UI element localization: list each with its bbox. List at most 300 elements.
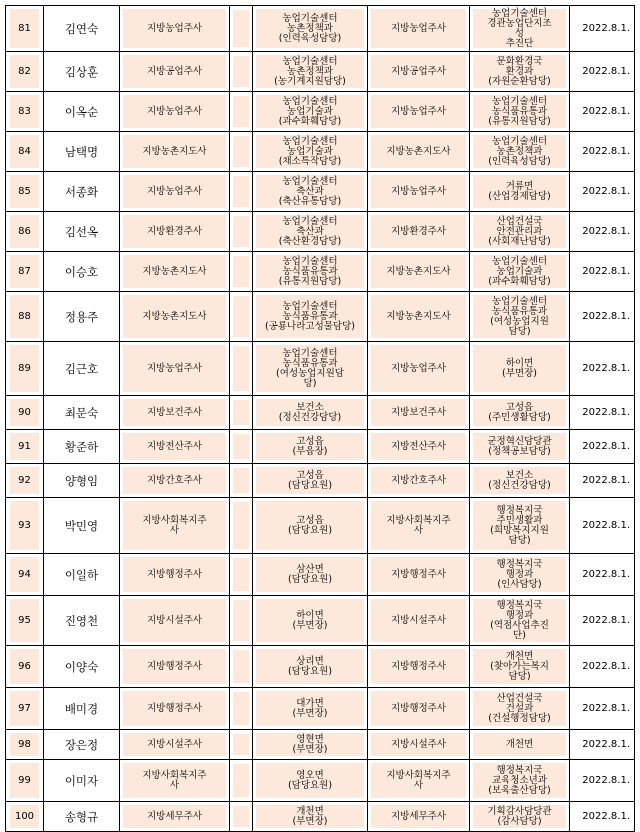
previous-grade-cell: [120, 342, 230, 396]
blank-cell: [233, 56, 249, 87]
employee-name: 서종화: [64, 184, 99, 199]
previous-grade-cell: [120, 6, 230, 52]
employee-name: 남택명: [64, 144, 99, 159]
employee-name-cell: [44, 6, 120, 52]
previous-grade: 지방농업주사: [123, 175, 226, 208]
new-grade-cell: [368, 132, 470, 172]
blank-cell-cell: [230, 802, 253, 832]
effective-date-cell: [570, 6, 635, 52]
previous-grade: 지방환경주사: [123, 215, 226, 248]
effective-date: 2022.8.1.: [582, 568, 630, 580]
previous-department-cell: [253, 396, 368, 430]
row-number: 86: [10, 215, 39, 248]
row-number-cell: [6, 554, 44, 596]
new-department: 산업건설국 건설과 (건설행정담당): [473, 691, 566, 726]
previous-department: 농업기술센터 농식품유통과 (공룡나라고성물담당): [256, 295, 364, 338]
table-row: [6, 430, 635, 464]
effective-date-cell: [570, 646, 635, 688]
previous-grade-cell: [120, 430, 230, 464]
previous-grade-cell: [120, 760, 230, 802]
previous-grade: 지방공업주사: [123, 55, 226, 88]
previous-grade-cell: [120, 646, 230, 688]
new-department-cell: [470, 396, 570, 430]
new-department-cell: [470, 92, 570, 132]
effective-date-cell: [570, 342, 635, 396]
blank-cell-cell: [230, 646, 253, 688]
new-grade-cell: [368, 172, 470, 212]
new-department-cell: [470, 554, 570, 596]
new-grade-cell: [368, 92, 470, 132]
new-grade-cell: [368, 52, 470, 92]
new-grade: 지방농촌지도사: [371, 255, 466, 288]
row-number-cell: [6, 646, 44, 688]
effective-date: 2022.8.1.: [582, 702, 630, 714]
new-department: 행정복지국 행정과 (인사담당): [473, 557, 566, 592]
employee-name: 이일하: [64, 567, 99, 582]
blank-cell: [233, 806, 249, 827]
previous-grade: 지방시설주사: [123, 733, 226, 756]
row-number: 89: [10, 345, 39, 392]
employee-name-cell: [44, 92, 120, 132]
effective-date: 2022.8.1.: [582, 265, 630, 277]
blank-cell-cell: [230, 396, 253, 430]
previous-grade-cell: [120, 464, 230, 498]
previous-department-cell: [253, 760, 368, 802]
new-department-cell: [470, 646, 570, 688]
new-department: 문화환경국 환경과 (자원순환담당): [473, 55, 566, 88]
blank-cell-cell: [230, 498, 253, 554]
previous-grade-cell: [120, 688, 230, 730]
new-grade-cell: [368, 6, 470, 52]
blank-cell: [233, 600, 249, 641]
new-department: 기획감사담당관 (감사담당): [473, 805, 566, 828]
new-grade-cell: [368, 730, 470, 760]
new-grade: 지방농업주사: [371, 95, 466, 128]
new-department-cell: [470, 730, 570, 760]
new-grade: 지방농업주사: [371, 9, 466, 48]
row-number: 92: [10, 467, 39, 494]
effective-date-cell: [570, 430, 635, 464]
previous-grade-cell: [120, 730, 230, 760]
employee-name-cell: [44, 132, 120, 172]
new-grade-cell: [368, 342, 470, 396]
blank-cell: [233, 502, 249, 549]
previous-grade-cell: [120, 252, 230, 292]
new-grade-cell: [368, 596, 470, 646]
new-department: 행정복지국 교육청소년과 (보육출산담당): [473, 763, 566, 798]
table-row: [6, 252, 635, 292]
employee-name-cell: [44, 430, 120, 464]
previous-department-cell: [253, 252, 368, 292]
previous-department: 보건소 (정신건강담당): [256, 399, 364, 426]
table-row: [6, 464, 635, 498]
effective-date-cell: [570, 498, 635, 554]
blank-cell: [233, 346, 249, 391]
table-row: [6, 212, 635, 252]
table-row: [6, 688, 635, 730]
new-grade-cell: [368, 396, 470, 430]
row-number: 96: [10, 649, 39, 684]
new-grade: 지방전산주사: [371, 433, 466, 460]
previous-grade-cell: [120, 52, 230, 92]
employee-name-cell: [44, 212, 120, 252]
previous-grade: 지방보건주사: [123, 399, 226, 426]
row-number: 94: [10, 557, 39, 592]
previous-grade-cell: [120, 802, 230, 832]
effective-date: 2022.8.1.: [582, 145, 630, 157]
new-grade-cell: [368, 430, 470, 464]
previous-department: 상리면 (담당요원): [256, 649, 364, 684]
blank-cell: [233, 400, 249, 425]
employee-name-cell: [44, 646, 120, 688]
row-number: 83: [10, 95, 39, 128]
blank-cell-cell: [230, 430, 253, 464]
new-grade: 지방보건주사: [371, 399, 466, 426]
new-department-cell: [470, 596, 570, 646]
row-number-cell: [6, 292, 44, 342]
previous-department-cell: [253, 212, 368, 252]
row-number-cell: [6, 172, 44, 212]
blank-cell-cell: [230, 132, 253, 172]
previous-grade-cell: [120, 172, 230, 212]
previous-department: 영현면 (부면장): [256, 733, 364, 756]
effective-date: 2022.8.1.: [582, 614, 630, 626]
new-grade: 지방행정주사: [371, 691, 466, 726]
new-grade: 지방세무주사: [371, 805, 466, 828]
employee-name-cell: [44, 596, 120, 646]
employee-name: 김선옥: [64, 224, 99, 239]
row-number: 93: [10, 501, 39, 550]
blank-cell-cell: [230, 596, 253, 646]
employee-name-cell: [44, 760, 120, 802]
new-department-cell: [470, 760, 570, 802]
previous-department: 농업기술센터 농업기술과 (채소특작담당): [256, 135, 364, 168]
previous-department-cell: [253, 292, 368, 342]
table-row: [6, 646, 635, 688]
new-department-cell: [470, 252, 570, 292]
employee-name: 배미경: [64, 701, 99, 716]
new-department: 행정복지국 행정과 (역점사업추진 단): [473, 599, 566, 642]
previous-grade: 지방전산주사: [123, 433, 226, 460]
new-grade-cell: [368, 498, 470, 554]
row-number: 87: [10, 255, 39, 288]
effective-date: 2022.8.1.: [582, 519, 630, 531]
row-number-cell: [6, 730, 44, 760]
new-department: 농업기술센터 농식품유통과 (여성농업지원 담당): [473, 295, 566, 338]
previous-department-cell: [253, 52, 368, 92]
new-department-cell: [470, 132, 570, 172]
row-number-cell: [6, 802, 44, 832]
new-grade-cell: [368, 760, 470, 802]
blank-cell: [233, 176, 249, 207]
previous-grade-cell: [120, 292, 230, 342]
employee-name: 박민영: [64, 518, 99, 533]
employee-name: 최문숙: [64, 405, 99, 420]
row-number-cell: [6, 760, 44, 802]
new-grade-cell: [368, 802, 470, 832]
employee-name: 이미자: [64, 773, 99, 788]
employee-name: 김상훈: [64, 64, 99, 79]
row-number-cell: [6, 464, 44, 498]
previous-department: 고성읍 (담당요원): [256, 467, 364, 494]
new-grade: 지방시설주사: [371, 599, 466, 642]
new-department: 거류면 (산업경제담당): [473, 175, 566, 208]
effective-date: 2022.8.1.: [582, 406, 630, 418]
employee-name-cell: [44, 464, 120, 498]
new-department: 농업기술센터 농업기술과 (과수화훼담당): [473, 255, 566, 288]
blank-cell: [233, 692, 249, 725]
new-department-cell: [470, 6, 570, 52]
effective-date-cell: [570, 730, 635, 760]
row-number: 100: [10, 805, 39, 828]
employee-name: 진영천: [64, 613, 99, 628]
row-number-cell: [6, 342, 44, 396]
previous-department: 삼산면 (담당요원): [256, 557, 364, 592]
new-department-cell: [470, 292, 570, 342]
employee-name-cell: [44, 498, 120, 554]
previous-grade-cell: [120, 132, 230, 172]
new-department: 농업기술센터 경관농업단지조 성 추진단: [473, 9, 566, 48]
previous-department-cell: [253, 132, 368, 172]
blank-cell: [233, 296, 249, 337]
previous-grade: 지방사회복지주 사: [123, 763, 226, 798]
row-number: 85: [10, 175, 39, 208]
new-department: 농업기술센터 농촌정책과 (인력육성담당): [473, 135, 566, 168]
new-grade: 지방사회복지주 사: [371, 763, 466, 798]
new-grade-cell: [368, 646, 470, 688]
effective-date: 2022.8.1.: [582, 774, 630, 786]
previous-department-cell: [253, 596, 368, 646]
new-department-cell: [470, 212, 570, 252]
previous-grade: 지방농촌지도사: [123, 135, 226, 168]
employee-name: 김연숙: [64, 21, 99, 36]
effective-date-cell: [570, 464, 635, 498]
new-department-cell: [470, 464, 570, 498]
previous-department-cell: [253, 802, 368, 832]
effective-date: 2022.8.1.: [582, 738, 630, 750]
new-department-cell: [470, 802, 570, 832]
employee-name: 송형규: [64, 809, 99, 824]
effective-date: 2022.8.1.: [582, 310, 630, 322]
employee-name-cell: [44, 802, 120, 832]
blank-cell: [233, 434, 249, 459]
effective-date: 2022.8.1.: [582, 65, 630, 77]
new-department-cell: [470, 52, 570, 92]
effective-date-cell: [570, 52, 635, 92]
employee-name-cell: [44, 252, 120, 292]
previous-department: 농업기술센터 축산과 (축산환경담당): [256, 215, 364, 248]
table-row: [6, 292, 635, 342]
effective-date: 2022.8.1.: [582, 660, 630, 672]
new-department-cell: [470, 498, 570, 554]
new-grade: 지방농촌지도사: [371, 135, 466, 168]
previous-grade: 지방농촌지도사: [123, 255, 226, 288]
new-grade: 지방행정주사: [371, 557, 466, 592]
row-number-cell: [6, 212, 44, 252]
row-number: 84: [10, 135, 39, 168]
previous-department-cell: [253, 430, 368, 464]
previous-grade: 지방행정주사: [123, 649, 226, 684]
previous-department: 농업기술센터 농식품유통과 (여성농업지원담 당): [256, 345, 364, 392]
blank-cell: [233, 650, 249, 683]
previous-grade-cell: [120, 554, 230, 596]
row-number-cell: [6, 6, 44, 52]
previous-department-cell: [253, 464, 368, 498]
previous-grade: 지방시설주사: [123, 599, 226, 642]
previous-department: 하이면 (부면장): [256, 599, 364, 642]
row-number: 82: [10, 55, 39, 88]
row-number-cell: [6, 92, 44, 132]
employee-name: 이양숙: [64, 659, 99, 674]
previous-grade: 지방행정주사: [123, 691, 226, 726]
employee-name: 이승호: [64, 264, 99, 279]
previous-department: 농업기술센터 농식품유통과 (유통지원담당): [256, 255, 364, 288]
employee-name-cell: [44, 554, 120, 596]
employee-name-cell: [44, 292, 120, 342]
previous-department-cell: [253, 498, 368, 554]
blank-cell: [233, 256, 249, 287]
employee-name: 양형임: [64, 473, 99, 488]
row-number: 81: [10, 9, 39, 48]
previous-grade: 지방농업주사: [123, 95, 226, 128]
table-row: [6, 554, 635, 596]
employee-name-cell: [44, 52, 120, 92]
previous-department: 농업기술센터 농촌정책과 (농기계지원담당): [256, 55, 364, 88]
table-row: [6, 498, 635, 554]
new-department-cell: [470, 688, 570, 730]
new-grade: 지방시설주사: [371, 733, 466, 756]
blank-cell: [233, 468, 249, 493]
blank-cell-cell: [230, 6, 253, 52]
new-grade-cell: [368, 292, 470, 342]
previous-department-cell: [253, 646, 368, 688]
effective-date: 2022.8.1.: [582, 362, 630, 374]
new-department: 농업기술센터 농식품유통과 (유통지원담당): [473, 95, 566, 128]
new-grade-cell: [368, 688, 470, 730]
row-number-cell: [6, 430, 44, 464]
blank-cell-cell: [230, 730, 253, 760]
new-grade-cell: [368, 554, 470, 596]
employee-name-cell: [44, 172, 120, 212]
effective-date-cell: [570, 292, 635, 342]
new-department: 군정혁신담당관 (정책공보담당): [473, 433, 566, 460]
blank-cell-cell: [230, 760, 253, 802]
previous-department: 농업기술센터 축산과 (축산유통담당): [256, 175, 364, 208]
previous-grade-cell: [120, 212, 230, 252]
blank-cell-cell: [230, 688, 253, 730]
blank-cell-cell: [230, 554, 253, 596]
personnel-table: [5, 5, 635, 832]
previous-grade-cell: [120, 596, 230, 646]
row-number: 90: [10, 399, 39, 426]
previous-grade: 지방간호주사: [123, 467, 226, 494]
previous-department-cell: [253, 172, 368, 212]
table-row: [6, 6, 635, 52]
table-row: [6, 396, 635, 430]
previous-department-cell: [253, 342, 368, 396]
previous-department-cell: [253, 688, 368, 730]
previous-department: 개천면 (부면장): [256, 805, 364, 828]
previous-department-cell: [253, 554, 368, 596]
table-row: [6, 596, 635, 646]
new-grade-cell: [368, 252, 470, 292]
new-department: 개천면 (찾아가는복지 담당): [473, 649, 566, 684]
new-department-cell: [470, 172, 570, 212]
table-row: [6, 172, 635, 212]
row-number: 97: [10, 691, 39, 726]
previous-department-cell: [253, 6, 368, 52]
table-row: [6, 92, 635, 132]
employee-name-cell: [44, 342, 120, 396]
effective-date: 2022.8.1.: [582, 474, 630, 486]
blank-cell-cell: [230, 252, 253, 292]
employee-name-cell: [44, 730, 120, 760]
new-grade-cell: [368, 464, 470, 498]
effective-date-cell: [570, 92, 635, 132]
row-number-cell: [6, 396, 44, 430]
blank-cell-cell: [230, 52, 253, 92]
table-row: [6, 730, 635, 760]
blank-cell: [233, 10, 249, 47]
effective-date: 2022.8.1.: [582, 105, 630, 117]
new-grade: 지방사회복지주 사: [371, 501, 466, 550]
previous-grade: 지방세무주사: [123, 805, 226, 828]
previous-grade-cell: [120, 396, 230, 430]
employee-name: 장은정: [64, 737, 99, 752]
employee-name: 김근호: [64, 361, 99, 376]
row-number-cell: [6, 596, 44, 646]
new-department-cell: [470, 430, 570, 464]
new-grade: 지방농업주사: [371, 175, 466, 208]
blank-cell: [233, 136, 249, 167]
new-department: 행정복지국 주민생활과 (희망복지지원 담당): [473, 501, 566, 550]
blank-cell-cell: [230, 92, 253, 132]
new-department-cell: [470, 342, 570, 396]
previous-department-cell: [253, 92, 368, 132]
table-row: [6, 342, 635, 396]
previous-department: 고성읍 (담당요원): [256, 501, 364, 550]
effective-date-cell: [570, 212, 635, 252]
effective-date-cell: [570, 172, 635, 212]
effective-date: 2022.8.1.: [582, 440, 630, 452]
previous-department-cell: [253, 730, 368, 760]
row-number-cell: [6, 52, 44, 92]
previous-grade-cell: [120, 92, 230, 132]
blank-cell: [233, 558, 249, 591]
blank-cell-cell: [230, 172, 253, 212]
new-department: 하이면 (부면장): [473, 345, 566, 392]
previous-grade: 지방농촌지도사: [123, 295, 226, 338]
table-row: [6, 802, 635, 832]
previous-department: 농업기술센터 농업기술과 (과수화훼담당): [256, 95, 364, 128]
row-number-cell: [6, 132, 44, 172]
previous-grade: 지방사회복지주 사: [123, 501, 226, 550]
effective-date: 2022.8.1.: [582, 22, 630, 34]
effective-date-cell: [570, 396, 635, 430]
blank-cell: [233, 764, 249, 797]
new-grade: 지방행정주사: [371, 649, 466, 684]
employee-name-cell: [44, 396, 120, 430]
effective-date: 2022.8.1.: [582, 810, 630, 822]
new-department: 산업건설국 안전관리과 (사회재난담당): [473, 215, 566, 248]
table-row: [6, 52, 635, 92]
new-department: 개천면: [473, 733, 566, 756]
blank-cell: [233, 216, 249, 247]
previous-department: 영오면 (담당요원): [256, 763, 364, 798]
effective-date-cell: [570, 802, 635, 832]
table-row: [6, 760, 635, 802]
new-department: 보건소 (정신건강담당): [473, 467, 566, 494]
